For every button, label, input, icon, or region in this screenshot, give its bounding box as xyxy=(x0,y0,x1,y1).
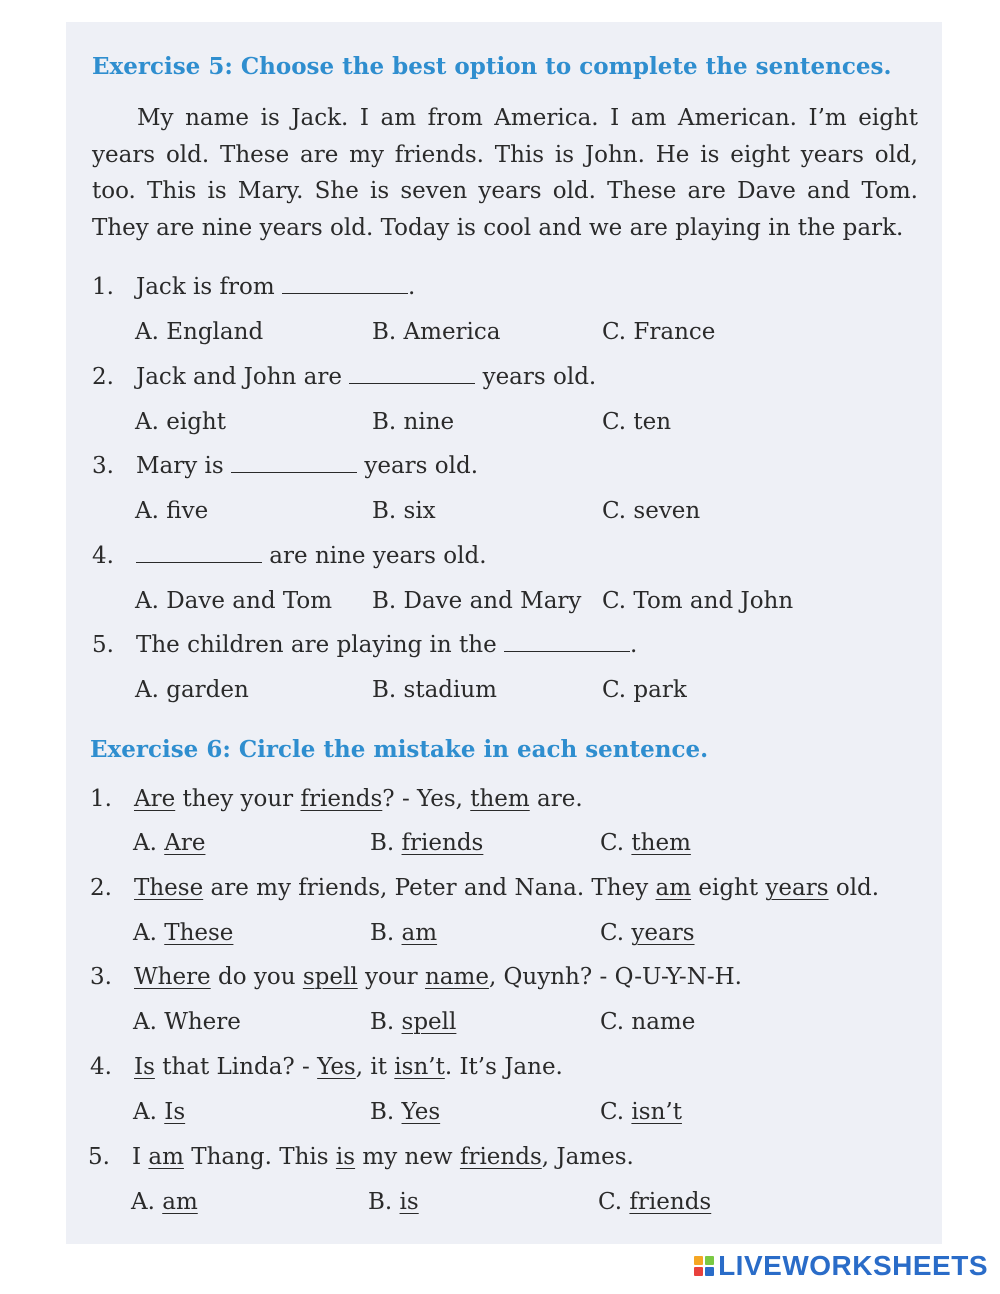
question-stem: The children are playing in the . xyxy=(136,632,638,658)
ex5-q2-option-a[interactable]: A. eight xyxy=(135,409,226,435)
ex6-q3-option-c[interactable]: C. name xyxy=(600,1009,696,1035)
ex6-q4-option-a[interactable]: A. Is xyxy=(133,1099,186,1125)
ex5-q4-option-b[interactable]: B. Dave and Mary xyxy=(372,588,582,614)
answer-blank[interactable] xyxy=(282,274,408,294)
ex5-q3-option-c[interactable]: C. seven xyxy=(602,498,701,524)
ex6-q4-option-c[interactable]: C. isn’t xyxy=(600,1099,682,1125)
answer-blank[interactable] xyxy=(231,453,357,473)
ex5-q1-option-a[interactable]: A. England xyxy=(135,319,264,345)
liveworksheets-logo xyxy=(694,1250,988,1282)
logo-text: LIVEWORKSHEETS xyxy=(718,1250,988,1281)
question-sentence: Is that Linda? - Yes, it isn’t. It’s Jane. xyxy=(134,1054,563,1080)
ex6-q5-option-c[interactable]: C. friends xyxy=(598,1189,712,1215)
ex5-q2-option-c[interactable]: C. ten xyxy=(602,409,672,435)
ex5-q1-option-c[interactable]: C. France xyxy=(602,319,716,345)
ex6-q2-option-b[interactable]: B. am xyxy=(370,920,438,946)
ex5-q4-option-a[interactable]: A. Dave and Tom xyxy=(135,588,333,614)
ex5-q1-option-b[interactable]: B. America xyxy=(372,319,501,345)
answer-blank[interactable] xyxy=(349,364,475,384)
ex5-q4-option-c[interactable]: C. Tom and John xyxy=(602,588,794,614)
question-sentence: Where do you spell your name, Quynh? - Q-U-Y-N-H. xyxy=(134,964,742,990)
question-number: 2. xyxy=(90,875,112,901)
exercise-6-title: Exercise 6: Circle the mistake in each sentence. xyxy=(90,736,709,763)
reading-passage: My name is Jack. I am from America. I am American. I’m eight years old. These are my friends. This is John. He is eight years old, too. This is Mary. She is seven years old. These are Dave and Tom. They are nine years old. Today is cool and we are playing in the park. xyxy=(92,105,918,241)
question-number: 3. xyxy=(90,964,112,990)
question-stem: Jack is from . xyxy=(136,274,416,300)
ex5-q3-option-b[interactable]: B. six xyxy=(372,498,436,524)
question-number: 5. xyxy=(88,1144,110,1170)
ex6-q2-option-c[interactable]: C. years xyxy=(600,920,695,946)
answer-blank[interactable] xyxy=(136,543,262,563)
question-number: 4. xyxy=(92,543,114,569)
answer-blank[interactable] xyxy=(504,632,630,652)
ex6-q1-option-b[interactable]: B. friends xyxy=(370,830,484,856)
logo-grid-icon xyxy=(694,1256,714,1276)
question-stem: are nine years old. xyxy=(136,543,487,569)
ex6-q5-option-b[interactable]: B. is xyxy=(368,1189,419,1215)
exercise-5-title: Exercise 5: Choose the best option to complete the sentences. xyxy=(92,53,892,80)
ex5-q5-option-a[interactable]: A. garden xyxy=(135,677,249,703)
ex6-q3-option-a[interactable]: A. Where xyxy=(133,1009,241,1035)
ex6-q2-option-a[interactable]: A. These xyxy=(133,920,234,946)
ex6-q4-option-b[interactable]: B. Yes xyxy=(370,1099,441,1125)
question-stem: Mary is years old. xyxy=(136,453,479,479)
ex5-q3-option-a[interactable]: A. five xyxy=(135,498,209,524)
ex5-q2-option-b[interactable]: B. nine xyxy=(372,409,455,435)
ex6-q1-option-c[interactable]: C. them xyxy=(600,830,691,856)
ex5-q5-option-b[interactable]: B. stadium xyxy=(372,677,497,703)
question-number: 2. xyxy=(92,364,114,390)
question-number: 4. xyxy=(90,1054,112,1080)
ex6-q1-option-a[interactable]: A. Are xyxy=(133,830,206,856)
ex6-q3-option-b[interactable]: B. spell xyxy=(370,1009,457,1035)
question-stem: Jack and John are years old. xyxy=(136,364,597,390)
ex5-q5-option-c[interactable]: C. park xyxy=(602,677,687,703)
question-sentence: These are my friends, Peter and Nana. They am eight years old. xyxy=(134,875,880,901)
question-number: 3. xyxy=(92,453,114,479)
question-number: 5. xyxy=(92,632,114,658)
question-number: 1. xyxy=(92,274,114,300)
question-sentence: Are they your friends? - Yes, them are. xyxy=(134,786,583,812)
ex6-q5-option-a[interactable]: A. am xyxy=(131,1189,198,1215)
question-sentence: I am Thang. This is my new friends, James. xyxy=(132,1144,634,1170)
question-number: 1. xyxy=(90,786,112,812)
